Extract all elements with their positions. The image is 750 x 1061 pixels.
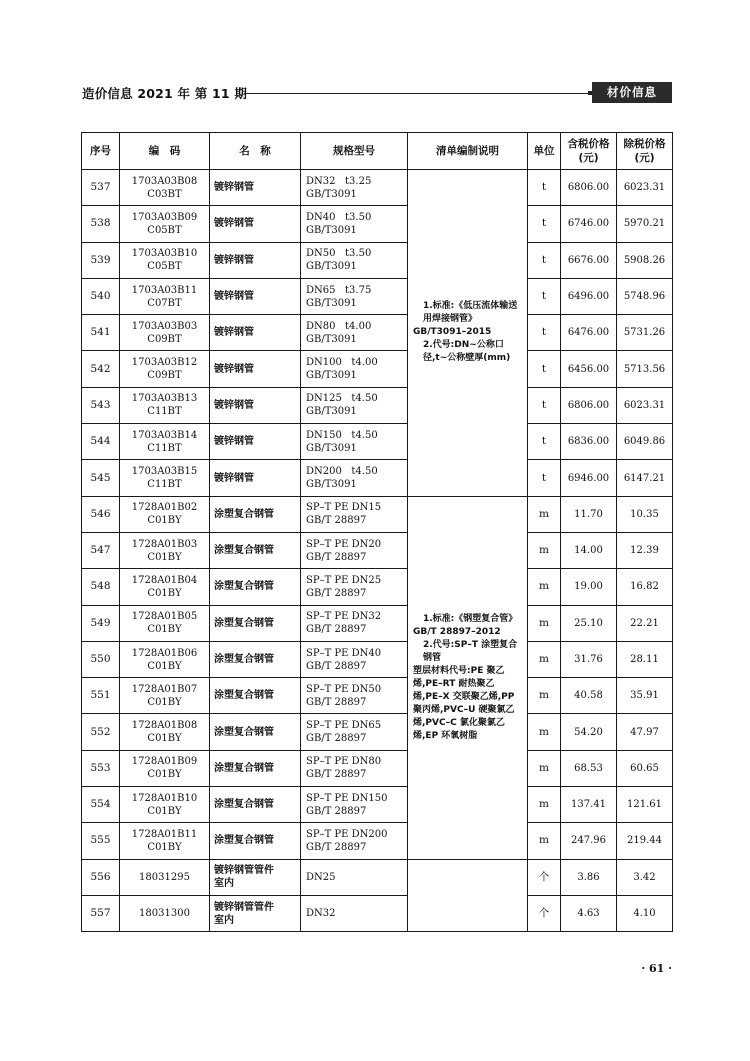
cell-code: 1703A03B12 C09BT xyxy=(120,351,210,387)
cell-price-tax: 54.20 xyxy=(561,714,617,750)
cell-unit: m xyxy=(528,823,561,859)
cell-price-tax: 6836.00 xyxy=(561,424,617,460)
cell-code: 1728A01B02 C01BY xyxy=(120,496,210,532)
cell-price-tax: 6806.00 xyxy=(561,170,617,206)
cell-price-notax: 4.10 xyxy=(617,895,673,931)
cell-price-tax: 6456.00 xyxy=(561,351,617,387)
cell-unit: m xyxy=(528,569,561,605)
cell-price-tax: 6676.00 xyxy=(561,242,617,278)
cell-unit: m xyxy=(528,496,561,532)
cell-spec: DN65 t3.75 GB/T3091 xyxy=(301,278,408,314)
table-row xyxy=(82,460,673,496)
cell-seq: 551 xyxy=(82,678,120,714)
cell-spec: SP–T PE DN80 GB/T 28897 xyxy=(301,750,408,786)
cell-code: 1703A03B15 C11BT xyxy=(120,460,210,496)
col-header-unit: 单位 xyxy=(528,133,561,170)
cell-code: 1728A01B09 C01BY xyxy=(120,750,210,786)
cell-name: 涂塑复合钢管 xyxy=(210,605,301,641)
cell-unit: m xyxy=(528,605,561,641)
cell-price-tax: 247.96 xyxy=(561,823,617,859)
cell-price-tax: 40.58 xyxy=(561,678,617,714)
cell-price-notax: 12.39 xyxy=(617,532,673,568)
cell-spec: DN150 t4.50 GB/T3091 xyxy=(301,424,408,460)
col-header-price-notax: 除税价格(元) xyxy=(617,133,673,170)
cell-price-notax: 219.44 xyxy=(617,823,673,859)
cell-note-group2 xyxy=(408,496,528,859)
cell-price-notax: 22.21 xyxy=(617,605,673,641)
cell-price-notax: 5908.26 xyxy=(617,242,673,278)
cell-price-tax: 6746.00 xyxy=(561,206,617,242)
cell-unit: m xyxy=(528,532,561,568)
col-header-spec: 规格型号 xyxy=(301,133,408,170)
cell-price-tax: 14.00 xyxy=(561,532,617,568)
table-row xyxy=(82,170,673,206)
cell-price-notax: 10.35 xyxy=(617,496,673,532)
cell-spec: DN200 t4.50 GB/T3091 xyxy=(301,460,408,496)
cell-spec: SP–T PE DN32 GB/T 28897 xyxy=(301,605,408,641)
cell-spec: SP–T PE DN15 GB/T 28897 xyxy=(301,496,408,532)
cell-seq: 552 xyxy=(82,714,120,750)
table-body xyxy=(82,170,673,932)
cell-seq: 541 xyxy=(82,315,120,351)
cell-price-tax: 6496.00 xyxy=(561,278,617,314)
cell-seq: 549 xyxy=(82,605,120,641)
cell-seq: 538 xyxy=(82,206,120,242)
cell-code: 1728A01B06 C01BY xyxy=(120,641,210,677)
cell-name: 涂塑复合钢管 xyxy=(210,641,301,677)
cell-seq: 540 xyxy=(82,278,120,314)
cell-seq: 548 xyxy=(82,569,120,605)
cell-price-notax: 6049.86 xyxy=(617,424,673,460)
cell-seq: 544 xyxy=(82,424,120,460)
section-tag: 材价信息 xyxy=(592,82,672,103)
cell-spec: DN32 xyxy=(301,895,408,931)
cell-name: 镀锌钢管 xyxy=(210,387,301,423)
cell-name: 涂塑复合钢管 xyxy=(210,750,301,786)
cell-unit: t xyxy=(528,387,561,423)
cell-price-tax: 137.41 xyxy=(561,787,617,823)
note-line: GB/T3091–2015 xyxy=(413,327,492,338)
page-number: · 61 · xyxy=(641,962,672,975)
cell-code: 1728A01B07 C01BY xyxy=(120,678,210,714)
table-row xyxy=(82,605,673,641)
cell-price-notax: 5713.56 xyxy=(617,351,673,387)
table-row xyxy=(82,206,673,242)
cell-spec: DN40 t3.50 GB/T3091 xyxy=(301,206,408,242)
cell-price-tax: 68.53 xyxy=(561,750,617,786)
cell-name: 镀锌钢管 xyxy=(210,351,301,387)
cell-price-tax: 11.70 xyxy=(561,496,617,532)
cell-spec: SP–T PE DN20 GB/T 28897 xyxy=(301,532,408,568)
cell-price-tax: 6806.00 xyxy=(561,387,617,423)
cell-unit: m xyxy=(528,750,561,786)
cell-spec: DN125 t4.50 GB/T3091 xyxy=(301,387,408,423)
cell-name: 镀锌钢管 xyxy=(210,460,301,496)
cell-code: 1728A01B11 C01BY xyxy=(120,823,210,859)
cell-seq: 546 xyxy=(82,496,120,532)
cell-price-notax: 6147.21 xyxy=(617,460,673,496)
cell-spec: DN25 xyxy=(301,859,408,895)
cell-code: 18031300 xyxy=(120,895,210,931)
cell-unit: t xyxy=(528,278,561,314)
table-row xyxy=(82,278,673,314)
cell-code: 1703A03B14 C11BT xyxy=(120,424,210,460)
cell-price-tax: 4.63 xyxy=(561,895,617,931)
cell-price-notax: 121.61 xyxy=(617,787,673,823)
header-rule xyxy=(244,93,590,94)
cell-code: 1703A03B03 C09BT xyxy=(120,315,210,351)
cell-seq: 556 xyxy=(82,859,120,895)
table-row xyxy=(82,895,673,931)
journal-title: 造价信息 2021 年 第 11 期 xyxy=(82,86,248,101)
cell-spec: SP–T PE DN200 GB/T 28897 xyxy=(301,823,408,859)
cell-unit: t xyxy=(528,242,561,278)
cell-name: 涂塑复合钢管 xyxy=(210,787,301,823)
cell-note-group1 xyxy=(408,170,528,497)
cell-code: 1703A03B10 C05BT xyxy=(120,242,210,278)
cell-name: 镀锌钢管 xyxy=(210,206,301,242)
cell-unit: t xyxy=(528,351,561,387)
cell-code: 1728A01B05 C01BY xyxy=(120,605,210,641)
table-row xyxy=(82,859,673,895)
cell-seq: 553 xyxy=(82,750,120,786)
cell-name: 涂塑复合钢管 xyxy=(210,532,301,568)
cell-price-tax: 3.86 xyxy=(561,859,617,895)
cell-spec: SP–T PE DN150 GB/T 28897 xyxy=(301,787,408,823)
cell-seq: 543 xyxy=(82,387,120,423)
cell-unit: m xyxy=(528,714,561,750)
cell-unit: m xyxy=(528,641,561,677)
note-line: GB/T 28897–2012 xyxy=(413,626,501,637)
table-row xyxy=(82,242,673,278)
cell-note-group3 xyxy=(408,859,528,932)
table-row xyxy=(82,823,673,859)
cell-name: 镀锌钢管 xyxy=(210,278,301,314)
cell-price-tax: 25.10 xyxy=(561,605,617,641)
note-line: 1.标准:《钢塑复合管》 xyxy=(423,613,518,624)
cell-spec: SP–T PE DN65 GB/T 28897 xyxy=(301,714,408,750)
table-row xyxy=(82,496,673,532)
cell-name: 镀锌钢管 xyxy=(210,315,301,351)
note-line: 1.标准:《低压流体输送用焊接钢管》 xyxy=(423,301,518,325)
cell-price-notax: 47.97 xyxy=(617,714,673,750)
table-row xyxy=(82,424,673,460)
cell-price-notax: 5748.96 xyxy=(617,278,673,314)
table-row xyxy=(82,351,673,387)
table-row xyxy=(82,714,673,750)
cell-unit: m xyxy=(528,678,561,714)
cell-price-notax: 3.42 xyxy=(617,859,673,895)
note-line: 2.代号:SP–T 涂塑复合钢管 xyxy=(423,639,518,663)
cell-seq: 555 xyxy=(82,823,120,859)
cell-seq: 550 xyxy=(82,641,120,677)
cell-seq: 545 xyxy=(82,460,120,496)
cell-unit: t xyxy=(528,424,561,460)
col-header-price-tax: 含税价格(元) xyxy=(561,133,617,170)
cell-name: 镀锌钢管管件 室内 xyxy=(210,859,301,895)
table-row xyxy=(82,750,673,786)
table-row xyxy=(82,569,673,605)
cell-price-notax: 5970.21 xyxy=(617,206,673,242)
cell-seq: 537 xyxy=(82,170,120,206)
cell-name: 镀锌钢管 xyxy=(210,424,301,460)
cell-name: 涂塑复合钢管 xyxy=(210,496,301,532)
col-header-code: 编 码 xyxy=(120,133,210,170)
cell-seq: 539 xyxy=(82,242,120,278)
cell-spec: DN32 t3.25 GB/T3091 xyxy=(301,170,408,206)
cell-name: 镀锌钢管 xyxy=(210,170,301,206)
cell-code: 1728A01B08 C01BY xyxy=(120,714,210,750)
cell-code: 18031295 xyxy=(120,859,210,895)
note-line: 2.代号:DN~公称口径,t~公称壁厚(mm) xyxy=(423,340,511,364)
cell-price-tax: 6946.00 xyxy=(561,460,617,496)
cell-seq: 554 xyxy=(82,787,120,823)
cell-code: 1728A01B10 C01BY xyxy=(120,787,210,823)
cell-name: 涂塑复合钢管 xyxy=(210,823,301,859)
cell-code: 1703A03B09 C05BT xyxy=(120,206,210,242)
cell-code: 1703A03B11 C07BT xyxy=(120,278,210,314)
cell-price-notax: 6023.31 xyxy=(617,387,673,423)
cell-price-notax: 16.82 xyxy=(617,569,673,605)
price-table xyxy=(81,132,673,932)
cell-unit: m xyxy=(528,787,561,823)
table-row xyxy=(82,387,673,423)
table-row xyxy=(82,678,673,714)
cell-price-notax: 35.91 xyxy=(617,678,673,714)
cell-price-tax: 31.76 xyxy=(561,641,617,677)
page-header xyxy=(82,82,672,104)
table-row xyxy=(82,787,673,823)
col-header-name: 名 称 xyxy=(210,133,301,170)
table-row xyxy=(82,315,673,351)
cell-spec: DN50 t3.50 GB/T3091 xyxy=(301,242,408,278)
cell-code: 1703A03B13 C11BT xyxy=(120,387,210,423)
cell-spec: SP–T PE DN25 GB/T 28897 xyxy=(301,569,408,605)
cell-name: 涂塑复合钢管 xyxy=(210,569,301,605)
cell-spec: SP–T PE DN40 GB/T 28897 xyxy=(301,641,408,677)
cell-unit: t xyxy=(528,206,561,242)
cell-unit: 个 xyxy=(528,895,561,931)
cell-code: 1728A01B03 C01BY xyxy=(120,532,210,568)
cell-unit: t xyxy=(528,460,561,496)
cell-price-tax: 6476.00 xyxy=(561,315,617,351)
cell-seq: 557 xyxy=(82,895,120,931)
cell-code: 1728A01B04 C01BY xyxy=(120,569,210,605)
col-header-seq: 序号 xyxy=(82,133,120,170)
cell-name: 镀锌钢管管件 室内 xyxy=(210,895,301,931)
cell-unit: 个 xyxy=(528,859,561,895)
cell-price-notax: 5731.26 xyxy=(617,315,673,351)
cell-price-notax: 28.11 xyxy=(617,641,673,677)
cell-price-notax: 60.65 xyxy=(617,750,673,786)
table-row xyxy=(82,532,673,568)
cell-price-tax: 19.00 xyxy=(561,569,617,605)
table-row xyxy=(82,641,673,677)
cell-seq: 547 xyxy=(82,532,120,568)
cell-spec: SP–T PE DN50 GB/T 28897 xyxy=(301,678,408,714)
cell-spec: DN80 t4.00 GB/T3091 xyxy=(301,315,408,351)
cell-spec: DN100 t4.00 GB/T3091 xyxy=(301,351,408,387)
cell-seq: 542 xyxy=(82,351,120,387)
table-header-row xyxy=(82,133,673,170)
cell-unit: t xyxy=(528,315,561,351)
cell-name: 镀锌钢管 xyxy=(210,242,301,278)
cell-name: 涂塑复合钢管 xyxy=(210,714,301,750)
cell-unit: t xyxy=(528,170,561,206)
note-line: 塑层材料代号:PE 聚乙烯,PE–RT 耐热聚乙烯,PE–X 交联聚乙烯,PP 聚丙烯,PVC–U 硬聚氯乙烯,PVC–C 氯化聚氯乙烯,EP 环氧树脂 xyxy=(413,665,515,741)
col-header-note: 清单编制说明 xyxy=(408,133,528,170)
cell-price-notax: 6023.31 xyxy=(617,170,673,206)
cell-name: 涂塑复合钢管 xyxy=(210,678,301,714)
cell-code: 1703A03B08 C03BT xyxy=(120,170,210,206)
